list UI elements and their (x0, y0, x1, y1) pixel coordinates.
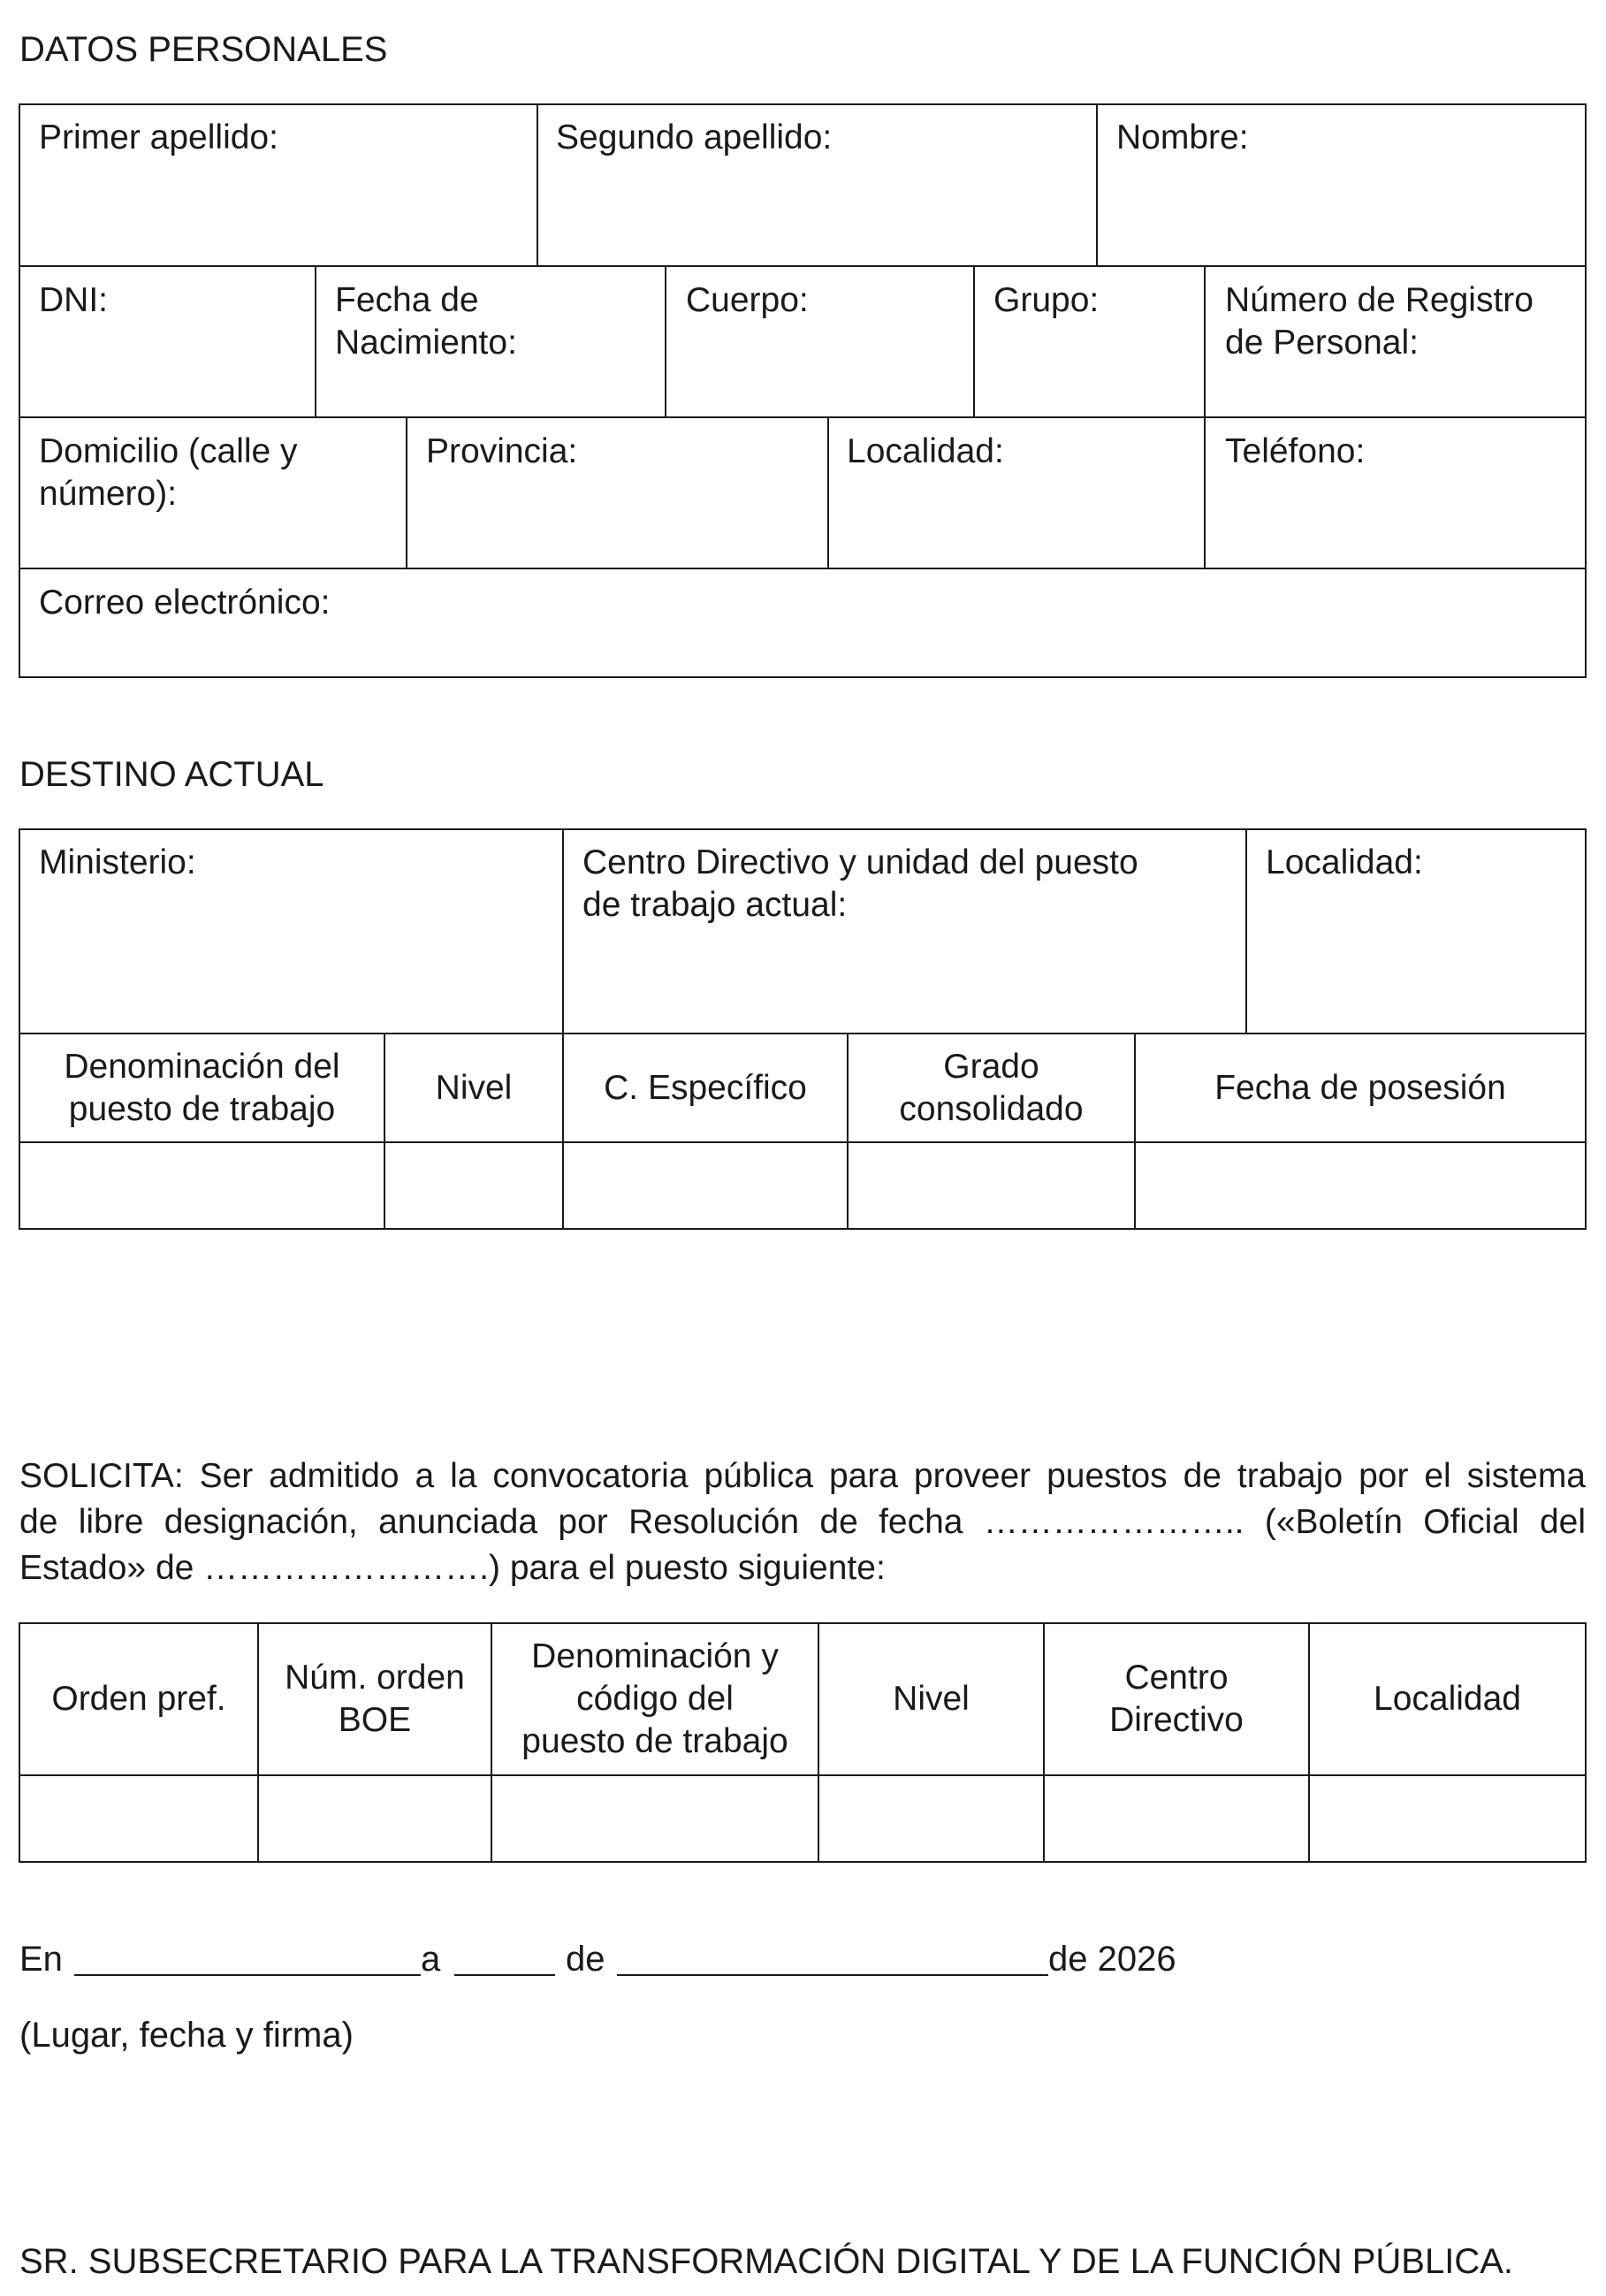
solicita-line-3: Estado» de …………………….) para el puesto siguiente: (19, 1549, 886, 1587)
input-denominacion-codigo[interactable] (492, 1776, 818, 1861)
localidad-field[interactable]: Localidad: (847, 432, 1004, 470)
header-centro-directivo: Centro Directivo (1109, 1659, 1244, 1739)
header-puesto-localidad: Localidad (1374, 1680, 1521, 1718)
provincia-field[interactable]: Provincia: (426, 432, 578, 470)
centro-directivo-label-2: de trabajo actual: (582, 886, 848, 924)
domicilio-label-1: Domicilio (calle y (39, 432, 298, 470)
addressee: SR. SUBSECRETARIO PARA LA TRANSFORMACIÓN DIGITAL Y DE LA FUNCIÓN PÚBLICA. (19, 2242, 1514, 2281)
lugar-blank[interactable] (74, 1974, 421, 1976)
input-fecha-posesion[interactable] (1136, 1143, 1585, 1228)
dia-blank[interactable] (454, 1974, 555, 1976)
destino-localidad-field[interactable]: Localidad: (1266, 843, 1423, 881)
nrp-field[interactable] (1225, 279, 1534, 364)
signature-year: de 2026 (1048, 1940, 1176, 1979)
input-nivel[interactable] (385, 1143, 562, 1228)
fecha-nacimiento-label-2: Nacimiento: (335, 324, 517, 362)
input-puesto-nivel[interactable] (819, 1776, 1043, 1861)
input-denominacion-puesto[interactable] (20, 1143, 384, 1228)
input-orden-pref[interactable] (20, 1776, 257, 1861)
domicilio-field[interactable] (39, 431, 298, 515)
solicita-line-2: de libre designación, anunciada por Resolución de fecha ………………….. («Boletín Oficial del (19, 1503, 1586, 1541)
header-grado-consolidado: Grado consolidado (899, 1047, 1084, 1128)
header-especifico: C. Específico (604, 1068, 807, 1107)
header-denominacion-codigo: Denominación y código del puesto de trabajo (521, 1637, 788, 1760)
input-puesto-localidad[interactable] (1310, 1776, 1585, 1861)
header-fecha-posesion: Fecha de posesión (1214, 1068, 1506, 1107)
header-orden-pref: Orden pref. (51, 1680, 226, 1718)
fecha-nacimiento-field[interactable] (335, 279, 517, 364)
nrp-label-1: Número de Registro (1225, 281, 1534, 319)
nombre-field[interactable]: Nombre: (1116, 118, 1249, 156)
segundo-apellido-field[interactable]: Segundo apellido: (556, 118, 833, 156)
fecha-nacimiento-label-1: Fecha de (335, 281, 479, 319)
header-denominacion-puesto: Denominación del puesto de trabajo (64, 1047, 340, 1128)
primer-apellido-field[interactable]: Primer apellido: (39, 118, 278, 156)
signature-de-label: de (566, 1940, 605, 1979)
grupo-field[interactable]: Grupo: (993, 281, 1100, 319)
centro-directivo-field[interactable] (582, 842, 1138, 927)
header-num-orden-boe: Núm. orden BOE (285, 1659, 465, 1739)
mes-blank[interactable] (617, 1974, 1048, 1976)
signature-note: (Lugar, fecha y firma) (19, 2016, 354, 2055)
dni-field[interactable]: DNI: (39, 281, 108, 319)
personal-data-heading: DATOS PERSONALES (19, 30, 388, 69)
destino-actual-heading: DESTINO ACTUAL (19, 755, 324, 794)
domicilio-label-2: número): (39, 475, 178, 513)
telefono-field[interactable]: Teléfono: (1225, 432, 1366, 470)
ministerio-field[interactable]: Ministerio: (39, 843, 196, 881)
input-grado[interactable] (849, 1143, 1134, 1228)
cuerpo-field[interactable]: Cuerpo: (686, 281, 809, 319)
header-puesto-nivel: Nivel (893, 1680, 970, 1718)
header-nivel: Nivel (435, 1068, 513, 1107)
correo-field[interactable]: Correo electrónico: (39, 584, 331, 622)
input-centro-directivo[interactable] (1045, 1776, 1308, 1861)
input-especifico[interactable] (564, 1143, 847, 1228)
solicita-line-1: SOLICITA: Ser admitido a la convocatoria pública para proveer puestos de trabajo por el sistema (19, 1457, 1586, 1495)
signature-en-label: En (19, 1940, 63, 1979)
nrp-label-2: de Personal: (1225, 324, 1419, 362)
signature-a-label: a (421, 1940, 441, 1979)
solicita-paragraph (19, 1453, 1586, 1591)
input-num-orden-boe[interactable] (259, 1776, 491, 1861)
centro-directivo-label-1: Centro Directivo y unidad del puesto (582, 843, 1138, 881)
